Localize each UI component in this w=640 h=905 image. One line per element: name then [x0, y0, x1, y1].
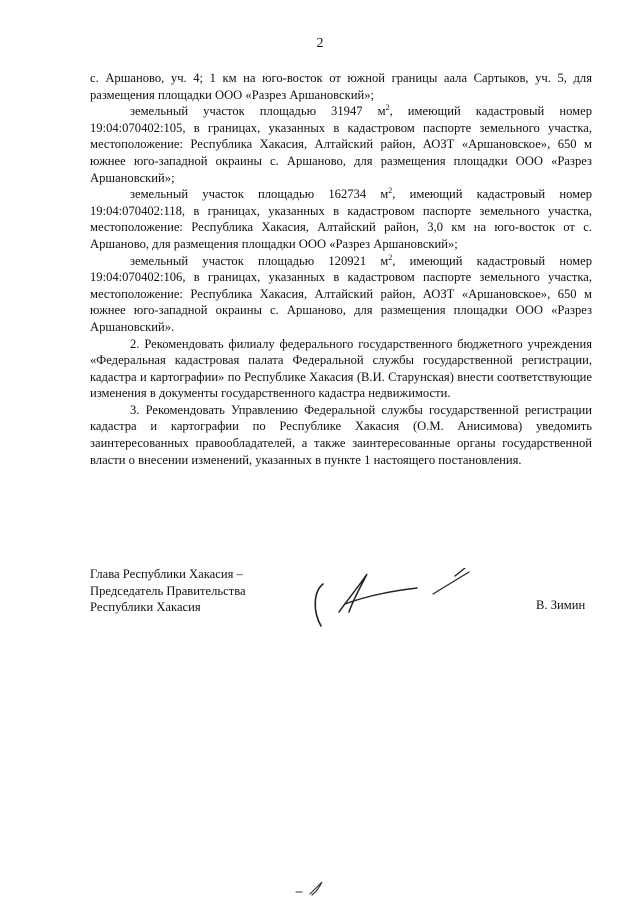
paragraph-text: , имеющий кадастровый номер 19:04:070402:118, в границах, указанных в кадастровом паспорте земельного участка, местоположение: Республика Хакасия, Алтайский район, 3,0 км на юго-восток от с. Аршаново, для размещения площадки ООО «Разрез Аршановский»; — [90, 187, 592, 251]
paragraph-text: , имеющий кадастровый номер 19:04:070402:105, в границах, указанных в кадастровом паспорте земельного участка, местоположение: Республика Хакасия, Алтайский район, АОЗТ «Аршановское», 650 м южнее юго-западной окраины с. Аршаново, для размещения площадки ООО «Разрез Аршановский»; — [90, 104, 592, 185]
paragraph-text: 3. Рекомендовать Управлению Федеральной службы государственной регистрации кадастра и картографии по Республике Хакасия (О.М. Анисимова) уведомить заинтересованных правообладателей, а также заинтересованные органы государственной власти о внесении изменений, указанных в пункте 1 настоящего постановления. — [90, 402, 592, 467]
paragraph-text: земельный участок площадью 162734 м — [130, 187, 389, 202]
signatory-title-line: Председатель Правительства — [90, 583, 246, 598]
signatory-title-line: Республики Хакасия — [90, 600, 201, 615]
area-unit-superscript: 2 — [388, 252, 393, 262]
scribble-mark — [292, 880, 332, 898]
paragraph-continuation — [90, 70, 592, 103]
page-number: 2 — [316, 36, 324, 51]
paragraph-land-plot-106 — [90, 253, 592, 336]
paragraph-land-plot-118 — [90, 186, 592, 252]
paragraph-text: земельный участок площадью 120921 м — [130, 253, 389, 268]
paragraph-item-2 — [90, 336, 592, 402]
paragraph-text: 2. Рекомендовать филиалу федерального государственного бюджетного учреждения «Федеральная кадастровая палата Федеральной службы государственной регистрации, кадастра и картографии» по Республике Хакасия (В.И. Старунская) внести соответствующие изменения в документы государственного кадастра недвижимости. — [90, 336, 592, 401]
paragraph-text: с. Аршаново, уч. 4; 1 км на юго-восток от южной границы аала Сартыков, уч. 5, для размещения площадки ООО «Разрез Аршановский»; — [90, 71, 592, 102]
signer-name: В. Зимин — [536, 598, 586, 612]
paragraph-land-plot-105 — [90, 103, 592, 186]
handwritten-signature — [305, 568, 475, 630]
paragraph-item-3 — [90, 402, 592, 468]
area-unit-superscript: 2 — [385, 103, 390, 112]
paragraph-text: , имеющий кадастровый номер 19:04:070402:106, в границах, указанных в кадастровом паспорте земельного участка, местоположение: Республика Хакасия, Алтайский район, АОЗТ «Аршановское», 650 м южнее юго-западной окраины с. Аршаново, для размещения площадки ООО «Разрез Аршановский». — [90, 253, 592, 334]
paragraph-text: земельный участок площадью 31947 м — [130, 104, 386, 119]
area-unit-superscript: 2 — [388, 185, 393, 195]
document-body — [90, 70, 592, 468]
signatory-title-line: Глава Республики Хакасия – — [90, 567, 243, 581]
signatory-title — [90, 566, 246, 616]
